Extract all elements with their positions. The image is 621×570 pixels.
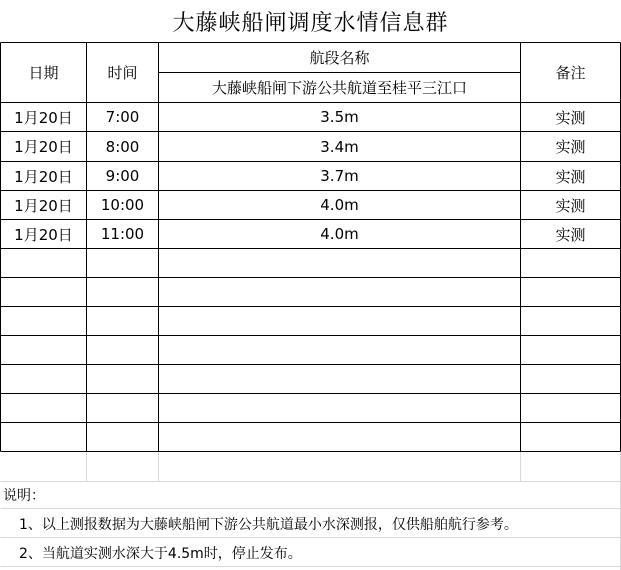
row-4-date: 1月20日 bbox=[14, 196, 73, 215]
row-4-time: 10:00 bbox=[100, 196, 145, 214]
note-item-1: 1、以上测报数据为大藤峡船闸下游公共航道最小水深测报，仅供船舶航行参考。 bbox=[19, 517, 518, 533]
row-3-depth: 3.7m bbox=[320, 167, 359, 185]
row-2-depth: 3.4m bbox=[320, 137, 359, 156]
header-date: 日期 bbox=[28, 64, 59, 82]
header-section-name: 航段名称 bbox=[309, 49, 370, 67]
row-1-time: 7:00 bbox=[105, 108, 140, 126]
row-5-remark: 实测 bbox=[555, 225, 586, 244]
row-4-depth: 4.0m bbox=[320, 196, 359, 214]
row-1-date: 1月20日 bbox=[14, 108, 73, 127]
row-2-date: 1月20日 bbox=[14, 138, 73, 156]
row-3-time: 9:00 bbox=[105, 167, 140, 185]
header-section-value: 大藤峡船闸下游公共航道至桂平三江口 bbox=[211, 79, 467, 97]
notes-label: 说明： bbox=[3, 488, 45, 504]
row-1-remark: 实测 bbox=[555, 108, 586, 127]
row-5-time: 11:00 bbox=[100, 225, 145, 243]
sheet-title: 大藤峡船闸调度水情信息群 bbox=[172, 10, 449, 36]
row-5-date: 1月20日 bbox=[14, 225, 73, 244]
row-4-remark: 实测 bbox=[555, 196, 586, 215]
header-time: 时间 bbox=[107, 64, 138, 82]
row-3-remark: 实测 bbox=[555, 167, 586, 186]
row-2-time: 8:00 bbox=[105, 137, 140, 156]
row-1-depth: 3.5m bbox=[320, 108, 359, 126]
row-2-remark: 实测 bbox=[555, 138, 586, 156]
row-3-date: 1月20日 bbox=[14, 167, 73, 186]
row-5-depth: 4.0m bbox=[320, 225, 359, 243]
header-remark: 备注 bbox=[555, 64, 586, 82]
note-item-2: 2、当航道实测水深大于4.5m时，停止发布。 bbox=[19, 546, 302, 562]
